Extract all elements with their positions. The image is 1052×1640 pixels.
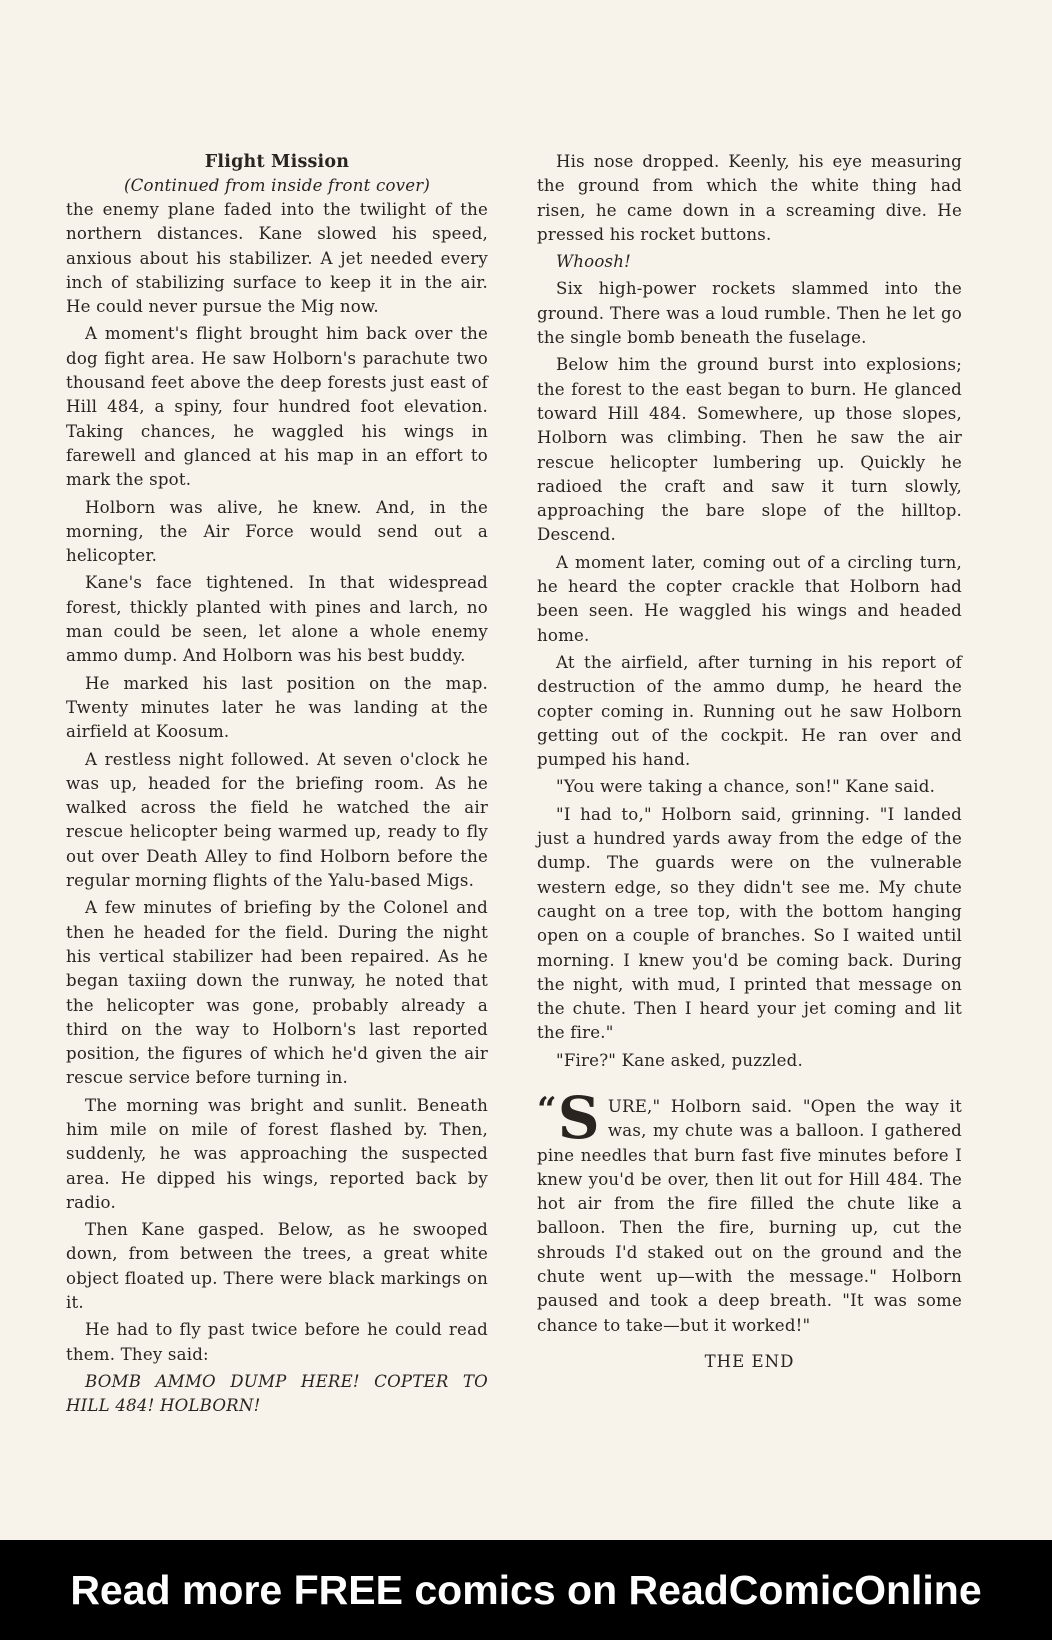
paragraph: A restless night followed. At seven o'clock he was up, headed for the briefing room. As he walked across the field he watched the air rescue helicopter being warmed up, ready to fly out over Death Alley to find Holborn before the regular morning flights of the Yalu-based Migs. <box>66 749 488 891</box>
paragraph: A moment later, coming out of a circling turn, he heard the copter crackle that Holborn had been seen. He waggled his wings and headed home. <box>537 552 962 645</box>
dialogue: "Fire?" Kane asked, puzzled. <box>556 1050 803 1070</box>
paragraph: He marked his last position on the map. Twenty minutes later he was landing at the airfield at Koosum. <box>66 673 488 742</box>
article-title: Flight Mission <box>204 152 350 172</box>
paragraph: His nose dropped. Keenly, his eye measuring the ground from which the white thing had risen, he came down in a screaming dive. He pressed his rocket buttons. <box>537 152 962 244</box>
dialogue: "You were taking a chance, son!" Kane said. <box>556 777 936 797</box>
final-paragraph-text: URE," Holborn said. "Open the way it was, my chute was a balloon. I gathered pine needles that burn fast five minutes before I knew you'd be over, then lit out for Hill 484. The hot air from the fire filled the chute like a balloon. Then the fire, burning up, cut the shrouds I'd staked out on the ground and the chute went up—with the message." Holborn paused and took a deep breath. "It was some chance to take—but it worked!" <box>537 1096 962 1335</box>
paragraph: He had to fly past twice before he could read them. They said: <box>66 1320 488 1364</box>
promo-banner-text[interactable]: Read more FREE comics on ReadComicOnline <box>70 1566 982 1613</box>
paragraph: Below him the ground burst into explosions; the forest to the east began to burn. He glanced toward Hill 484. Somewhere, up those slopes, Holborn was climbing. Then he saw the air rescue helicopter lumbering up. Quickly he radioed the craft and saw it turn slowly, approaching the bare slope of the hilltop. Descend. <box>537 355 962 545</box>
paragraph: The morning was bright and sunlit. Beneath him mile on mile of forest flashed by. Then, suddenly, he was approaching the suspected area. He dipped his wings, reported back by radio. <box>66 1095 488 1212</box>
paragraph: Then Kane gasped. Below, as he swooped down, from between the trees, a great white object floated up. There were black markings on it. <box>66 1220 488 1313</box>
chute-message: BOMB AMMO DUMP HERE! COPTER TO HILL 484! HOLBORN! <box>66 1371 488 1416</box>
paragraph: At the airfield, after turning in his report of destruction of the ammo dump, he heard the copter coming in. Running out he saw Holborn getting out of the cockpit. He ran over and pumped his hand. <box>537 652 962 770</box>
paragraph: Kane's face tightened. In that widespread forest, thickly planted with pines and larch, no man could be seen, let alone a whole enemy ammo dump. And Holborn was his best buddy. <box>66 573 488 666</box>
article-subtitle: (Continued from inside front cover) <box>123 176 431 195</box>
sound-effect: Whoosh! <box>556 252 631 272</box>
the-end: THE END <box>704 1351 795 1371</box>
dialogue: "I had to," Holborn said, grinning. "I landed just a hundred yards away from the edge of the dump. The guards were on the vulnerable western edge, so they didn't see me. My chute caught on a tree top, with the bottom hanging open on a couple of branches. So I waited until morning. I knew you'd be coming back. During the night, with mud, I printed that message on the chute. Then I heard your jet coming and lit the fire." <box>537 804 962 1043</box>
paragraph: A moment's flight brought him back over the dog fight area. He saw Holborn's parachute two thousand feet above the deep forests just east of Hill 484, a spiny, four hundred foot elevation. Taking chances, he waggled his wings in farewell and glanced at his map in an effort to mark the spot. <box>66 324 488 490</box>
drop-quote-mark: “ <box>537 1089 557 1130</box>
paragraph: A few minutes of briefing by the Colonel and then he headed for the field. During the night his vertical stabilizer had been repaired. As he began taxiing down the runway, he noted that the helicopter was gone, probably already a third on the way to Holborn's last reported position, the figures of which he'd given the air rescue service before turning in. <box>66 898 488 1088</box>
paragraph: the enemy plane faded into the twilight of the northern distances. Kane slowed his speed, anxious about his stabilizer. A jet needed every inch of stabilizing surface to keep it in the air. He could never pursue the Mig now. <box>66 200 488 317</box>
right-column <box>537 150 962 1374</box>
promo-banner[interactable] <box>0 1540 1052 1640</box>
drop-cap: S <box>557 1083 600 1152</box>
paragraph: Six high-power rockets slammed into the ground. There was a loud rumble. Then he let go the single bomb beneath the fuselage. <box>537 279 962 348</box>
paragraph: Holborn was alive, he knew. And, in the morning, the Air Force would send out a helicopter. <box>66 497 488 566</box>
final-paragraph <box>537 1083 962 1338</box>
left-column <box>66 150 488 1419</box>
